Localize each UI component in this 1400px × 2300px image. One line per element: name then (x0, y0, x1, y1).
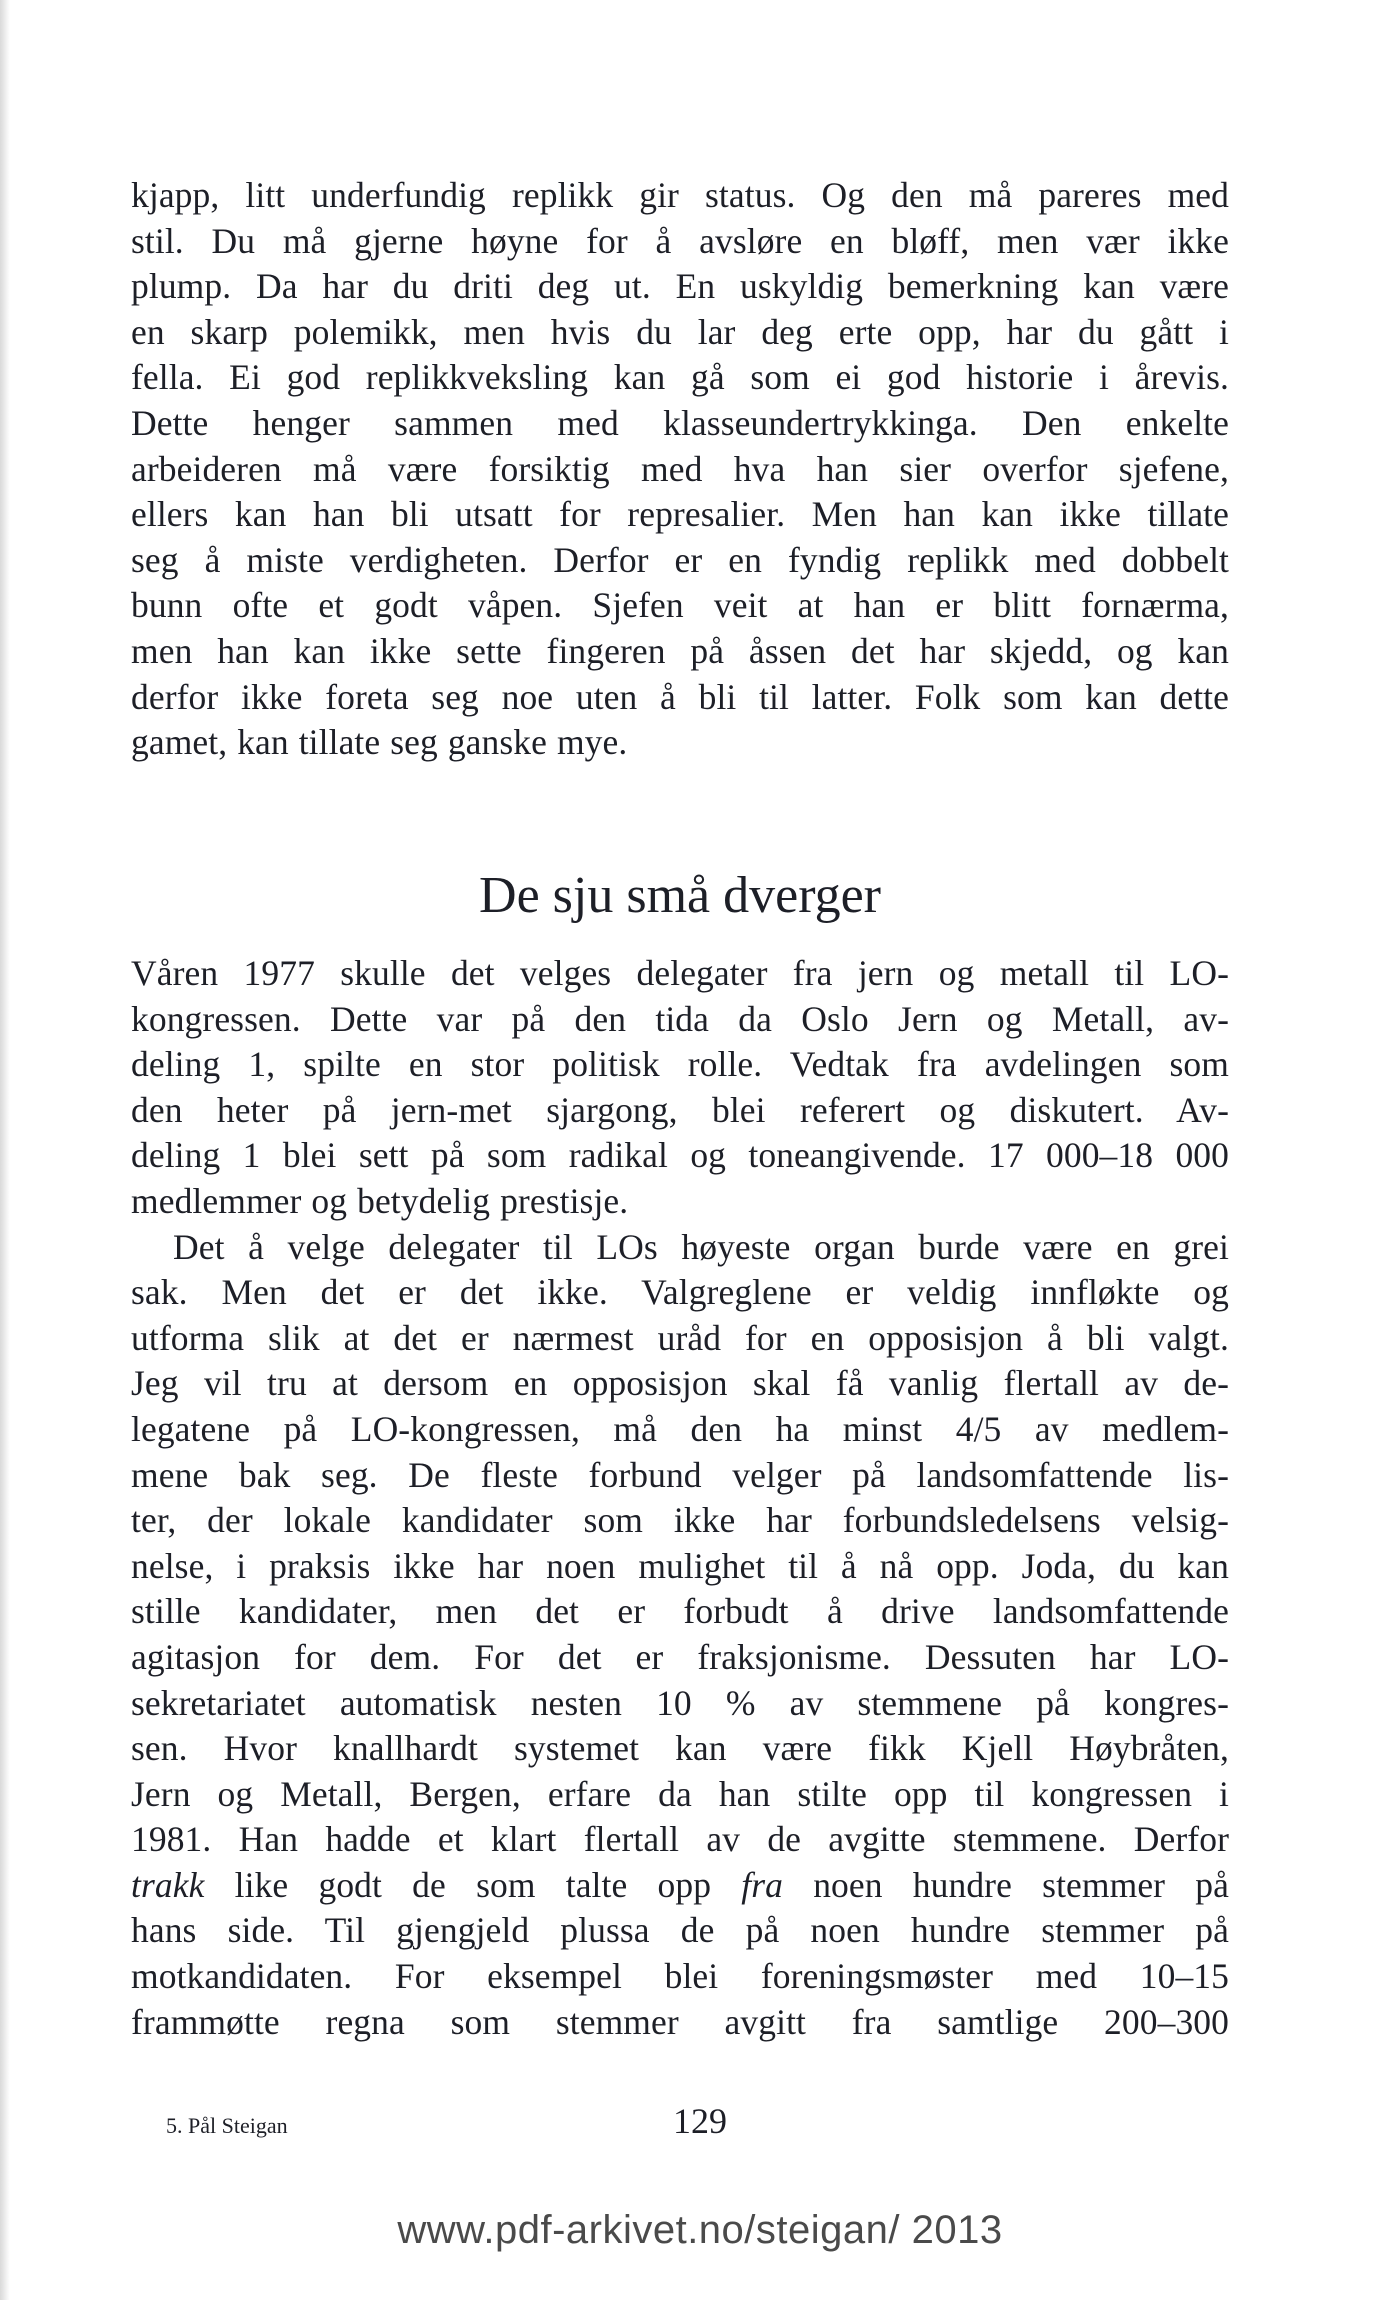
italic-word: fra (741, 1864, 783, 1905)
text-line-with-italics (131, 1863, 1229, 1909)
text-line: nelse, i praksis ikke har noen mulighet til å nå opp. Joda, du kan (131, 1545, 1229, 1586)
text-line: fella. Ei god replikkveksling kan gå som ei god historie i årevis. (131, 357, 1229, 398)
section-body (131, 951, 1229, 2045)
text-line: en skarp polemikk, men hvis du lar deg erte opp, har du gått i (131, 311, 1229, 352)
top-paragraph (131, 173, 1229, 766)
italic-word: trakk (131, 1864, 205, 1905)
text-line: seg å miste verdigheten. Derfor er en fyndig replikk med dobbelt (131, 539, 1229, 580)
text-line: den heter på jern-met sjargong, blei referert og diskutert. Av- (131, 1089, 1229, 1130)
text-line: plump. Da har du driti deg ut. En uskyldig bemerkning kan være (131, 266, 1229, 307)
text-line: hans side. Til gjengjeld plussa de på noen hundre stemmer på (131, 1910, 1229, 1951)
text-line: bunn ofte et godt våpen. Sjefen veit at han er blitt fornærma, (131, 585, 1229, 626)
text-fragment: like godt de som talte opp (204, 1864, 742, 1905)
text-line: men han kan ikke sette fingeren på åssen det har skjedd, og kan (131, 630, 1229, 671)
text-line: kjapp, litt underfundig replikk gir status. Og den må pareres med (131, 175, 1229, 215)
source-watermark: www.pdf-arkivet.no/steigan/ 2013 (397, 2208, 1003, 2252)
text-line: sekretariatet automatisk nesten 10 % av stemmene på kongres- (131, 1682, 1229, 1723)
text-line: Dette henger sammen med klasseundertrykkinga. Den enkelte (131, 402, 1229, 443)
text-line: agitasjon for dem. For det er fraksjonisme. Dessuten har LO- (131, 1636, 1229, 1677)
text-line: Våren 1977 skulle det velges delegater fra jern og metall til LO- (131, 953, 1229, 993)
text-line: Det å velge delegater til LOs høyeste organ burde være en grei (173, 1226, 1229, 1267)
text-line: sak. Men det er det ikke. Valgreglene er veldig innfløkte og (131, 1272, 1229, 1313)
text-line: motkandidaten. For eksempel blei foreningsmøster med 10–15 (131, 1956, 1229, 1997)
text-line: frammøtte regna som stemmer avgitt fra samtlige 200–300 (131, 2001, 1229, 2042)
text-line: stil. Du må gjerne høyne for å avsløre en bløff, men vær ikke (131, 220, 1229, 261)
text-line: medlemmer og betydelig prestisje. (131, 1180, 629, 1221)
text-line: deling 1 blei sett på som radikal og toneangivende. 17 000–18 000 (131, 1135, 1229, 1176)
text-line: sen. Hvor knallhardt systemet kan være fikk Kjell Høybråten, (131, 1728, 1229, 1769)
text-line: derfor ikke foreta seg noe uten å bli til latter. Folk som kan dette (131, 676, 1229, 717)
text-line: stille kandidater, men det er forbudt å drive landsomfattende (131, 1591, 1229, 1632)
section-heading: De sju små dverger (479, 867, 881, 924)
text-line: legatene på LO-kongressen, må den ha minst 4/5 av medlem- (131, 1408, 1229, 1449)
text-fragment: noen hundre stemmer på (783, 1864, 1229, 1905)
text-line: arbeideren må være forsiktig med hva han sier overfor sjefene, (131, 448, 1229, 489)
text-line: gamet, kan tillate seg ganske mye. (131, 722, 628, 763)
text-line: 1981. Han hadde et klart flertall av de avgitte stemmene. Derfor (131, 1819, 1229, 1860)
text-line: utforma slik at det er nærmest uråd for en opposisjon å bli valgt. (131, 1317, 1229, 1358)
text-line: Jeg vil tru at dersom en opposisjon skal få vanlig flertall av de- (131, 1363, 1229, 1404)
text-line: kongressen. Dette var på den tida da Oslo Jern og Metall, av- (131, 998, 1229, 1039)
text-line: Jern og Metall, Bergen, erfare da han stilte opp til kongressen i (131, 1773, 1229, 1814)
text-line: deling 1, spilte en stor politisk rolle. Vedtak fra avdelingen som (131, 1044, 1229, 1085)
text-line: mene bak seg. De fleste forbund velger på landsomfattende lis- (131, 1454, 1229, 1495)
page-number: 129 (673, 2101, 727, 2141)
footer-signature: 5. Pål Steigan (166, 2113, 288, 2138)
page-edge-shadow (0, 0, 10, 2300)
text-line: ellers kan han bli utsatt for represalier. Men han kan ikke tillate (131, 494, 1229, 535)
text-line: ter, der lokale kandidater som ikke har forbundsledelsens velsig- (131, 1500, 1229, 1541)
